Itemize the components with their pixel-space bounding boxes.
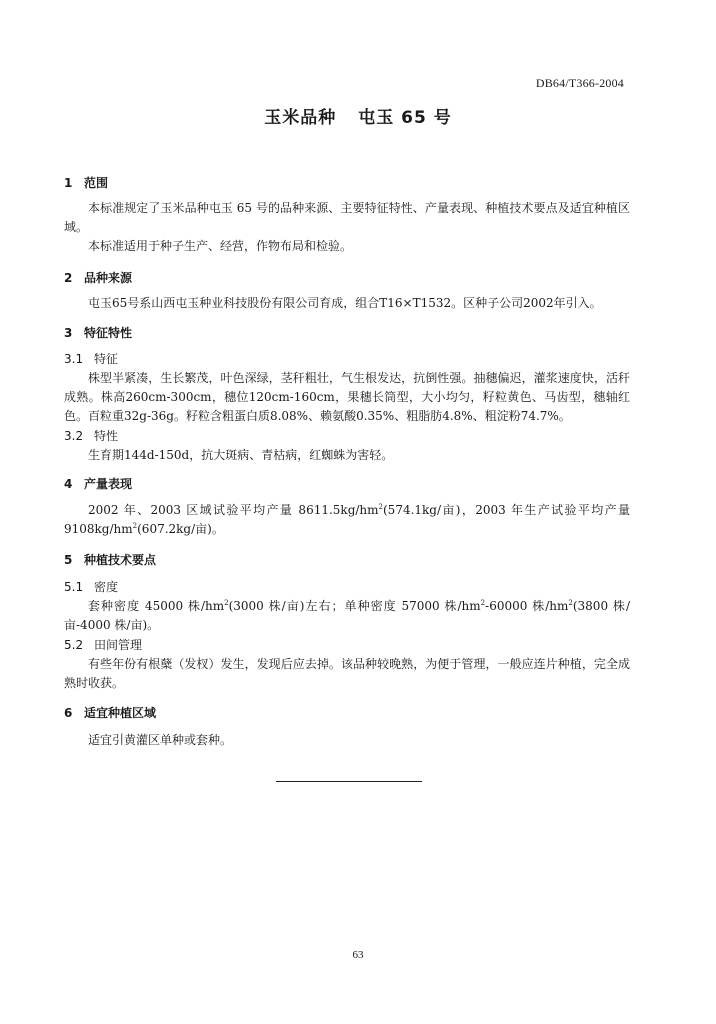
paragraph (64, 501, 630, 539)
density-text: 套种密度 45000 株/hm (88, 599, 225, 613)
subsection-number: 3.1 (64, 352, 84, 366)
section-title: 范围 (84, 176, 109, 190)
section-title: 特征特性 (84, 326, 133, 340)
superscript: 2 (568, 599, 573, 607)
title-part-name: 屯玉 65 号 (358, 108, 452, 128)
subsection-title: 特性 (94, 429, 119, 443)
section-2-body (64, 294, 630, 313)
title-part-variety: 玉米品种 (264, 108, 337, 128)
section-4-heading (64, 475, 630, 494)
subsection-5-1-body (64, 597, 630, 635)
section-number: 1 (64, 176, 73, 190)
superscript: 2 (378, 503, 383, 511)
density-text: (3800 株/亩-4000 株/亩)。 (64, 599, 630, 632)
yield-text: (574.1kg/亩)，2003 年生产试验平均产量 9108kg/hm (64, 503, 630, 536)
section-1-body (64, 199, 630, 256)
density-text: -60000 株/hm (485, 599, 569, 613)
section-number: 6 (64, 706, 73, 720)
subsection-title: 密度 (94, 580, 119, 594)
section-4-body (64, 501, 630, 539)
section-6-body (64, 731, 630, 750)
section-2-heading (64, 269, 630, 288)
section-5-heading (64, 551, 630, 570)
section-number: 2 (64, 271, 73, 285)
subsection-number: 5.1 (64, 580, 84, 594)
section-number: 4 (64, 477, 73, 491)
subsection-3-2-heading (64, 427, 630, 446)
superscript: 2 (480, 599, 486, 607)
paragraph: 生育期144d-150d，抗大斑病、青枯病，红蜘蛛为害轻。 (88, 448, 394, 462)
section-title: 产量表现 (84, 477, 133, 491)
subsection-title: 田间管理 (94, 638, 143, 652)
section-3-heading (64, 324, 630, 343)
subsection-5-2-heading (64, 636, 630, 655)
subsection-title: 特征 (94, 352, 119, 366)
section-6-heading (64, 704, 630, 723)
subsection-5-1-heading (64, 578, 630, 597)
paragraph: 屯玉65号系山西屯玉种业科技股份有限公司育成，组合T16×T1532。区种子公司2002年引入。 (88, 296, 602, 310)
paragraph: 适宜引黄灌区单种或套种。 (88, 733, 233, 747)
paragraph: 有些年份有根蘖（发杈）发生，发现后应去掉。该品种较晚熟，为便于管理，一般应连片种植，完全成熟时收获。 (64, 657, 630, 690)
paragraph: 本标准规定了玉米品种屯玉 65 号的品种来源、主要特征特性、产量表现、种植技术要点及适宜种植区域。 (64, 201, 630, 234)
subsection-5-2-body (64, 655, 630, 693)
section-title: 适宜种植区域 (84, 706, 157, 720)
section-number: 5 (64, 553, 73, 567)
subsection-3-1-heading (64, 350, 630, 369)
superscript: 2 (132, 522, 138, 530)
paragraph: 株型半紧凑，生长繁茂，叶色深绿，茎秆粗壮，气生根发达，抗倒性强。抽穗偏迟，灌浆速度快，活秆成熟。株高260cm-300cm，穗位120cm-160cm，果穗长筒型，大小均匀，籽粒黄色、马齿型，穗轴红色。百粒重32g-36g。籽粒含粗蛋白质8.08%、赖氨酸0.35%、粗脂肪4.8%、粗淀粉74.7%。 (64, 371, 630, 423)
subsection-number: 3.2 (64, 429, 84, 443)
section-number: 3 (64, 326, 73, 340)
subsection-number: 5.2 (64, 638, 84, 652)
end-rule (276, 781, 422, 782)
section-title: 种植技术要点 (84, 553, 157, 567)
page-number: 63 (352, 949, 364, 961)
superscript: 2 (224, 599, 229, 607)
paragraph (64, 597, 630, 635)
yield-text: 2002 年、2003 区域试验平均产量 8611.5kg/hm (88, 503, 379, 517)
paragraph: 本标准适用于种子生产、经营，作物布局和检验。 (88, 239, 353, 253)
standard-code: DB64/T366-2004 (535, 76, 624, 90)
density-text: (3000 株/亩)左右；单种密度 57000 株/hm (228, 599, 481, 613)
yield-text: (607.2kg/亩)。 (137, 522, 224, 536)
subsection-3-1-body (64, 369, 630, 426)
section-title: 品种来源 (84, 271, 133, 285)
subsection-3-2-body (64, 446, 630, 465)
section-1-heading (64, 174, 630, 193)
document-title (0, 103, 716, 128)
